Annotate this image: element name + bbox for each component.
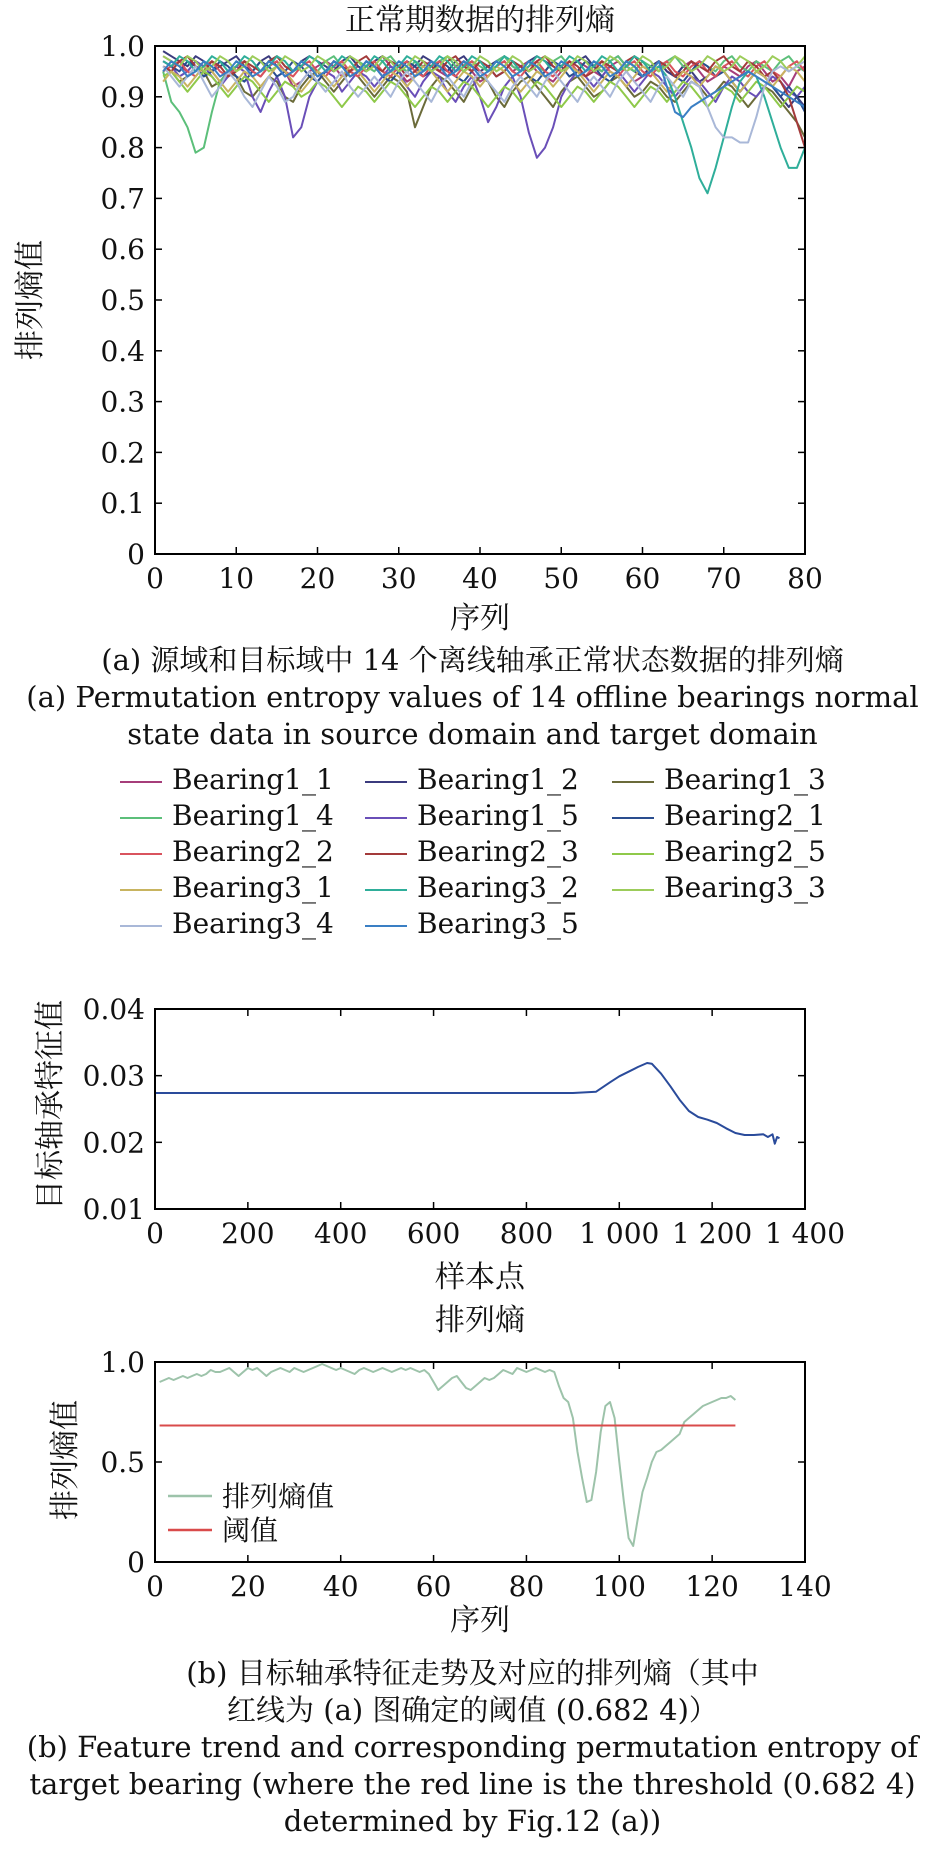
caption-a — [0, 642, 945, 753]
chart1-xtick-label: 30 — [380, 562, 417, 595]
chart3-ytick-label: 0.5 — [100, 1446, 145, 1479]
chart1-ytick-label: 0.8 — [100, 131, 145, 165]
chart3-xtick-label: 140 — [778, 1570, 832, 1603]
chart3-xlabel: 序列 — [450, 1603, 510, 1638]
chart3-ytick-label: 1.0 — [100, 1346, 145, 1379]
legend-swatch — [120, 925, 162, 927]
caption-b-cn-2: 红线为 (a) 图确定的阈值 (0.682 4)） — [227, 1693, 718, 1727]
chart1-xtick-label: 0 — [146, 562, 164, 595]
legend-swatch — [120, 853, 162, 855]
chart2-xtick-label: 1 400 — [764, 1217, 846, 1250]
legend-item-bearing3_1 — [120, 870, 334, 906]
chart3-xtick-label: 80 — [508, 1570, 545, 1603]
legend-item-bearing1_4 — [120, 798, 334, 834]
legend-label: Bearing2_5 — [664, 835, 826, 868]
legend-item-bearing1_5 — [365, 798, 579, 834]
chart1-title: 正常期数据的排列熵 — [345, 3, 615, 38]
chart-target-feature-trend — [0, 985, 945, 1305]
legend-item-bearing2_1 — [612, 798, 826, 834]
chart1-xtick-label: 20 — [299, 562, 336, 595]
chart1-ytick-label: 0.3 — [100, 385, 145, 419]
chart2-xtick-label: 1 000 — [579, 1217, 660, 1250]
legend-label: Bearing2_2 — [172, 835, 334, 868]
chart2-xtick-label: 400 — [313, 1217, 368, 1250]
legend-swatch — [365, 781, 407, 783]
chart-permutation-entropy-normal — [0, 0, 945, 640]
legend-label: Bearing2_3 — [417, 835, 579, 868]
legend-swatch — [120, 889, 162, 891]
chart1-xtick-label: 40 — [462, 562, 498, 595]
caption-b — [0, 1655, 945, 1840]
legend-swatch — [365, 889, 407, 891]
legend-swatch — [120, 781, 162, 783]
chart1-xtick-label: 10 — [218, 562, 255, 595]
chart1-ytick-label: 1.0 — [100, 30, 145, 63]
chart3-legend-label: 排列熵值 — [222, 1480, 335, 1513]
chart2-ytick-label: 0.03 — [82, 1059, 145, 1093]
chart1-ytick-label: 0.2 — [100, 436, 145, 470]
chart1-xlabel: 序列 — [450, 601, 510, 636]
chart1-ytick-label: 0.7 — [100, 182, 145, 216]
legend-item-bearing1_2 — [365, 762, 579, 798]
chart2-xtick-label: 0 — [146, 1217, 164, 1250]
legend-swatch — [612, 781, 654, 783]
chart1-ytick-label: 0.1 — [100, 487, 145, 521]
legend-item-bearing1_1 — [120, 762, 334, 798]
chart2-plot-frame — [155, 1009, 805, 1209]
legend-swatch — [365, 817, 407, 819]
caption-b-cn-1: (b) 目标轴承特征走势及对应的排列熵（其中 — [186, 1656, 759, 1690]
legend-swatch — [612, 817, 654, 819]
chart2-ytick-label: 0.02 — [82, 1126, 145, 1160]
chart2-xtick-label: 200 — [221, 1217, 275, 1250]
legend-swatch — [612, 853, 654, 855]
chart2-xtick-label: 1 200 — [672, 1217, 753, 1250]
chart3-legend-label: 阈值 — [222, 1514, 279, 1547]
legend-label: Bearing1_4 — [172, 799, 334, 832]
legend-item-bearing2_5 — [612, 834, 826, 870]
chart3-xtick-label: 60 — [415, 1570, 452, 1603]
caption-b-en-2: target bearing (where the red line is the threshold (0.682 4) — [29, 1767, 916, 1801]
chart1-xtick-label: 60 — [624, 562, 661, 595]
chart1-xtick-label: 50 — [543, 562, 580, 595]
chart2-xtick-label: 800 — [499, 1217, 554, 1250]
legend-label: Bearing1_3 — [664, 763, 826, 796]
legend-swatch — [365, 925, 407, 927]
chart1-ytick-label: 0.5 — [100, 284, 145, 317]
chart3-title: 排列熵 — [435, 1303, 525, 1338]
legend-swatch — [612, 889, 654, 891]
chart1-ytick-label: 0.9 — [100, 80, 145, 114]
legend-item-bearing1_3 — [612, 762, 826, 798]
caption-a-en-2: state data in source domain and target domain — [127, 717, 818, 751]
chart3-xtick-label: 40 — [322, 1570, 359, 1603]
legend-label: Bearing3_4 — [172, 907, 334, 940]
chart1-plot-frame — [155, 46, 805, 554]
chart3-xtick-label: 20 — [230, 1570, 266, 1603]
legend-item-bearing2_3 — [365, 834, 579, 870]
legend-label: Bearing1_2 — [417, 763, 579, 796]
chart1-ytick-label: 0 — [127, 538, 145, 571]
legend-label: Bearing3_5 — [417, 907, 579, 940]
legend-swatch — [120, 817, 162, 819]
chart1-ytick-label: 0.4 — [100, 334, 145, 368]
caption-b-en-1: (b) Feature trend and corresponding permutation entropy of — [26, 1730, 919, 1764]
chart3-legend — [168, 1480, 334, 1547]
chart1-xtick-label: 70 — [705, 562, 742, 595]
legend-swatch — [365, 853, 407, 855]
chart2-xtick-label: 600 — [406, 1217, 461, 1250]
caption-a-cn: (a) 源域和目标域中 14 个离线轴承正常状态数据的排列熵 — [101, 643, 844, 677]
chart1-ytick-label: 0.6 — [100, 233, 145, 267]
legend-item-bearing3_3 — [612, 870, 826, 906]
chart-permutation-entropy-threshold — [0, 1300, 945, 1640]
legend-label: Bearing3_1 — [172, 871, 334, 904]
chart3-ytick-label: 0 — [127, 1546, 145, 1579]
caption-a-en-1: (a) Permutation entropy values of 14 offline bearings normal — [26, 680, 919, 714]
chart3-xtick-label: 0 — [146, 1570, 164, 1603]
legend-item-bearing2_2 — [120, 834, 334, 870]
chart2-ytick-label: 0.04 — [82, 993, 145, 1026]
legend-item-bearing3_2 — [365, 870, 579, 906]
chart3-ylabel: 排列熵值 — [48, 1400, 83, 1520]
caption-b-en-3: determined by Fig.12 (a)) — [283, 1804, 662, 1838]
chart2-xlabel: 样本点 — [435, 1260, 525, 1295]
chart2-ytick-label: 0.01 — [82, 1193, 145, 1226]
chart3-xtick-label: 100 — [592, 1570, 647, 1603]
chart2-series-1 — [155, 1063, 780, 1144]
chart1-ylabel: 排列熵值 — [13, 240, 48, 360]
legend-label: Bearing1_5 — [417, 799, 579, 832]
legend-item-bearing3_4 — [120, 906, 334, 942]
chart2-ylabel: 目标轴承特征值 — [33, 1000, 68, 1210]
chart3-xtick-label: 120 — [685, 1570, 739, 1603]
chart1-xtick-label: 80 — [787, 562, 823, 595]
legend-label: Bearing1_1 — [172, 763, 334, 796]
legend-label: Bearing3_3 — [664, 871, 826, 904]
legend-item-bearing3_5 — [365, 906, 579, 942]
legend-label: Bearing2_1 — [664, 799, 826, 832]
legend-label: Bearing3_2 — [417, 871, 579, 904]
